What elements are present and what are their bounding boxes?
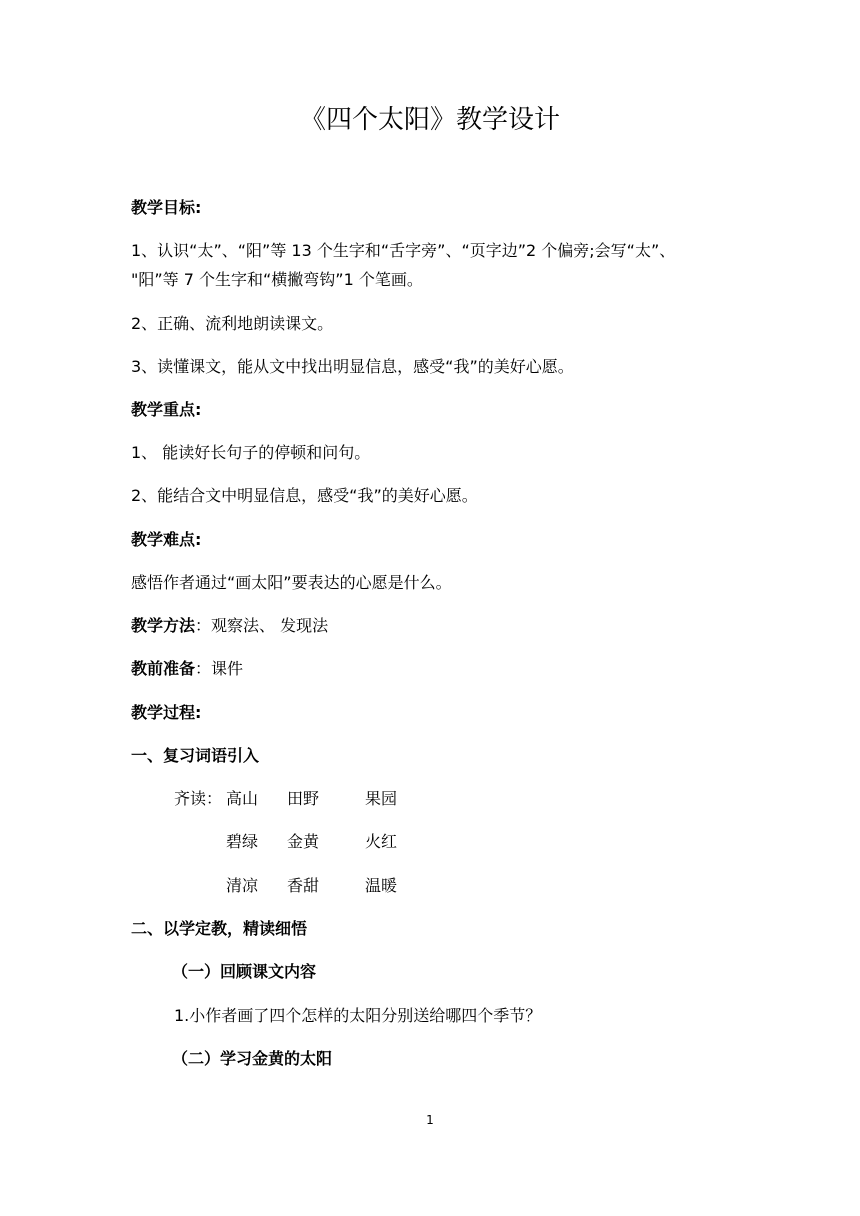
preparation-value: ：课件 bbox=[195, 659, 244, 678]
document-title: 《四个太阳》教学设计 bbox=[299, 105, 560, 135]
difficulties-heading: 教学难点: bbox=[131, 530, 202, 549]
key-point-item-1: 1、 能读好长句子的停顿和问句。 bbox=[131, 443, 371, 462]
subsection-1-heading: （一）回顾课文内容 bbox=[172, 962, 317, 981]
method-label: 教学方法 bbox=[131, 616, 196, 635]
goal-item-2: 2、正确、流利地朗读课文。 bbox=[131, 314, 334, 333]
key-point-item-2: 2、能结合文中明显信息，感受“我”的美好心愿。 bbox=[131, 486, 478, 505]
goal-item-3: 3、读懂课文，能从文中找出明显信息，感受“我”的美好心愿。 bbox=[131, 357, 574, 376]
word: 清凉 bbox=[226, 876, 259, 895]
goal-item-1-line-2: "阳”等 7 个生字和“横撇弯钩”1 个笔画。 bbox=[131, 270, 423, 289]
method-row bbox=[131, 614, 741, 638]
preparation-row bbox=[131, 657, 741, 681]
word: 温暖 bbox=[365, 876, 398, 895]
word: 香甜 bbox=[287, 876, 320, 895]
word: 火红 bbox=[365, 832, 398, 851]
word: 果园 bbox=[365, 789, 398, 808]
method-value: ：观察法、 发现法 bbox=[195, 616, 329, 635]
section-2-heading: 二、以学定教，精读细悟 bbox=[131, 919, 308, 938]
goal-item-1-line-1: 1、认识“太”、“阳”等 13 个生字和“舌字旁”、“页字边”2 个偏旁;会写“太”、 bbox=[131, 241, 676, 260]
preparation-label: 教前准备 bbox=[131, 659, 196, 678]
word: 田野 bbox=[287, 789, 320, 808]
subsection-2-heading: （二）学习金黄的太阳 bbox=[172, 1049, 333, 1068]
question-1: 1.小作者画了四个怎样的太阳分别送给哪四个季节？ bbox=[174, 1006, 542, 1025]
word: 高山 bbox=[226, 789, 259, 808]
difficulty-item-1: 感悟作者通过“画太阳”要表达的心愿是什么。 bbox=[131, 573, 452, 592]
word: 金黄 bbox=[287, 832, 320, 851]
key-points-heading: 教学重点: bbox=[131, 400, 202, 419]
word: 碧绿 bbox=[226, 832, 259, 851]
section-1-heading: 一、复习词语引入 bbox=[131, 746, 260, 765]
reading-label: 齐读： bbox=[174, 789, 223, 808]
page-number: 1 bbox=[426, 1113, 434, 1127]
process-heading: 教学过程: bbox=[131, 703, 202, 722]
goals-heading: 教学目标: bbox=[131, 198, 202, 217]
